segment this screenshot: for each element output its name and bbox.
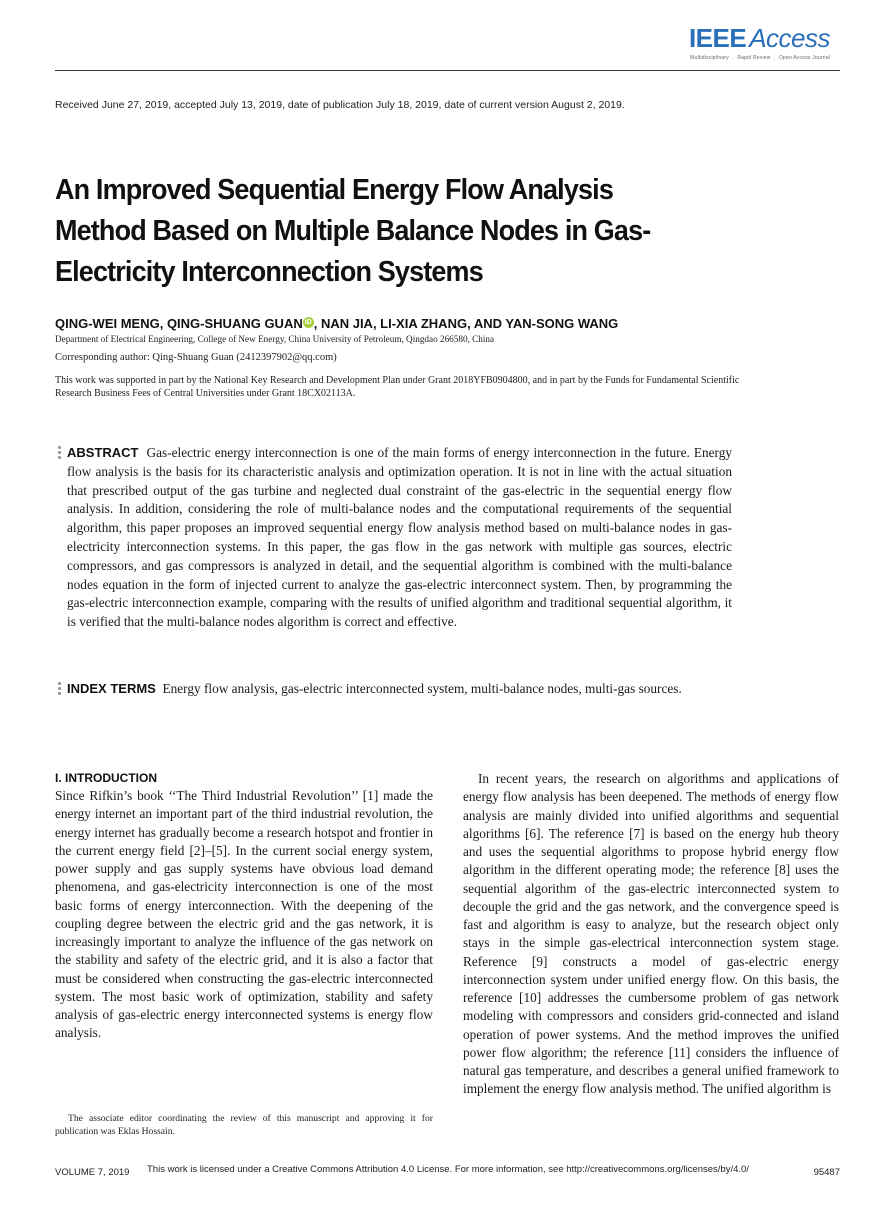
- author-names-rest: , NAN JIA, LI-XIA ZHANG, AND YAN-SONG WANG: [313, 316, 619, 331]
- footer-page-number: 95487: [813, 1167, 840, 1178]
- affiliation: Department of Electrical Engineering, College of New Energy, China University of Petroleum, Qingdao 266580, China: [55, 334, 495, 344]
- index-terms-label: INDEX TERMS: [67, 681, 156, 696]
- corresponding-author: Corresponding author: Qing-Shuang Guan (2412397902@qq.com): [55, 352, 337, 363]
- editor-footnote: The associate editor coordinating the review of this manuscript and approving it for publication was Eklas Hossain.: [55, 1113, 433, 1137]
- author-names-first: QING-WEI MENG, QING-SHUANG GUAN: [55, 316, 303, 331]
- paper-title: An Improved Sequential Energy Flow Analysis Method Based on Multiple Balance Nodes in Gas-Electricity Interconnection Systems: [55, 174, 651, 288]
- journal-tagline: Multidisciplinary ⋮ Rapid Review ⋮ Open Access Journal: [690, 55, 830, 61]
- abstract-marker-icon: [58, 446, 61, 461]
- abstract-text: Gas-electric energy interconnection is one of the main forms of energy interconnection in the future. Energy flow analysis is the basis for its characteristic analysis and optimization operation. It is not in line with the actual situation that prescribed output of the gas turbine and neglected dual constraint of the gas-electric in the sequential energy flow analysis. In addition, considering the role of multi-balance nodes and the computational requirements of the sequential algorithm, this paper proposes an improved sequential energy flow analysis method based on multi-balance nodes in gas-electricity interconnection systems. In this paper, the gas flow in the gas network with multiple gas sources, electric compressors, and gas compressors is analyzed in detail, and the sequential algorithm is combined with the multi-balance nodes equation in the form of injected current to analyze the gas-electric interconnect system. Then, by programming the gas-electric interconnection example, comparing with the results of unified algorithm and traditional sequential algorithm, it is verified that the multi-balance nodes algorithm is correct and effective.: [67, 445, 732, 630]
- left-column: [55, 770, 433, 1043]
- journal-logo-access: Access: [749, 23, 830, 53]
- intro-paragraph-1: Since Rifkin’s book ‘‘The Third Industrial Revolution’’ [1] made the energy internet an important part of the third industrial revolution, the energy internet has gradually become a research hotspot and frontier in the current energy field [2]–[5]. In the current social energy system, power supply and gas supply systems have obvious load demand phenomena, and gas-electricity interconnection is one of the most basic forms of energy interconnection. With the deepening of the coupling degree between the electric grid and the gas network, it is increasingly important to analyze the influence of the gas network on the stability and safety of the electric grid, and it is also a factor that must be considered when constructing the gas-electric interconnected system. The most basic work of optimization, stability and safety analysis of gas-electric energy interconnected systems is energy flow analysis.: [55, 788, 433, 1041]
- abstract-label: ABSTRACT: [67, 445, 139, 460]
- author-list: [55, 316, 618, 331]
- footer-volume: VOLUME 7, 2019: [55, 1167, 130, 1178]
- abstract: [67, 444, 732, 632]
- orcid-icon[interactable]: iD: [304, 319, 312, 326]
- funding-note: This work was supported in part by the National Key Research and Development Plan under Grant 2018YFB0904800, and in part by the Funds for Fundamental Scientific Research Business Fees of Central Universities under Grant 18CX02113A.: [55, 375, 740, 399]
- section-heading-introduction: I. INTRODUCTION: [55, 771, 157, 785]
- journal-logo: [689, 24, 830, 61]
- index-terms-text: Energy flow analysis, gas-electric interconnected system, multi-balance nodes, multi-gas sources.: [162, 681, 682, 696]
- received-dates: Received June 27, 2019, accepted July 13, 2019, date of publication July 18, 2019, date of current version August 2, 2019.: [55, 99, 625, 111]
- journal-logo-ieee: IEEE: [688, 23, 747, 53]
- header-rule: [55, 70, 840, 71]
- intro-paragraph-2: In recent years, the research on algorithms and applications of energy flow analysis has been deepened. The methods of energy flow analysis are mainly divided into unified algorithms and sequential algorithms [6]. The reference [7] is based on the energy hub theory and uses the sequential algorithms to propose hybrid energy flow algorithm in the different operating mode; the reference [8] uses the sequential algorithm of the gas-electric interconnected system to decouple the grid and the gas network, and the convergence speed is fast and algorithm is easy to analyze, but the research object only stays in the simple gas-electrical interconnection system stage. Reference [9] constructs a model of gas-electric energy interconnection system under unified energy flow. On this basis, the reference [10] addresses the cumbersome problem of gas network modeling with compressors and considers grid-connected and island operation of power systems. And the method improves the unified power flow algorithm; the reference [11] considers the influence of natural gas temperature, and describes a general unified framework to implement the energy flow analysis method. The unified algorithm is: [463, 771, 839, 1097]
- index-terms-marker-icon: [58, 682, 61, 697]
- right-column: [463, 770, 839, 1099]
- index-terms: [67, 680, 732, 699]
- footer-license: This work is licensed under a Creative Commons Attribution 4.0 License. For more information, see http://creativecommons.org/licenses/by/4.0/: [147, 1164, 749, 1175]
